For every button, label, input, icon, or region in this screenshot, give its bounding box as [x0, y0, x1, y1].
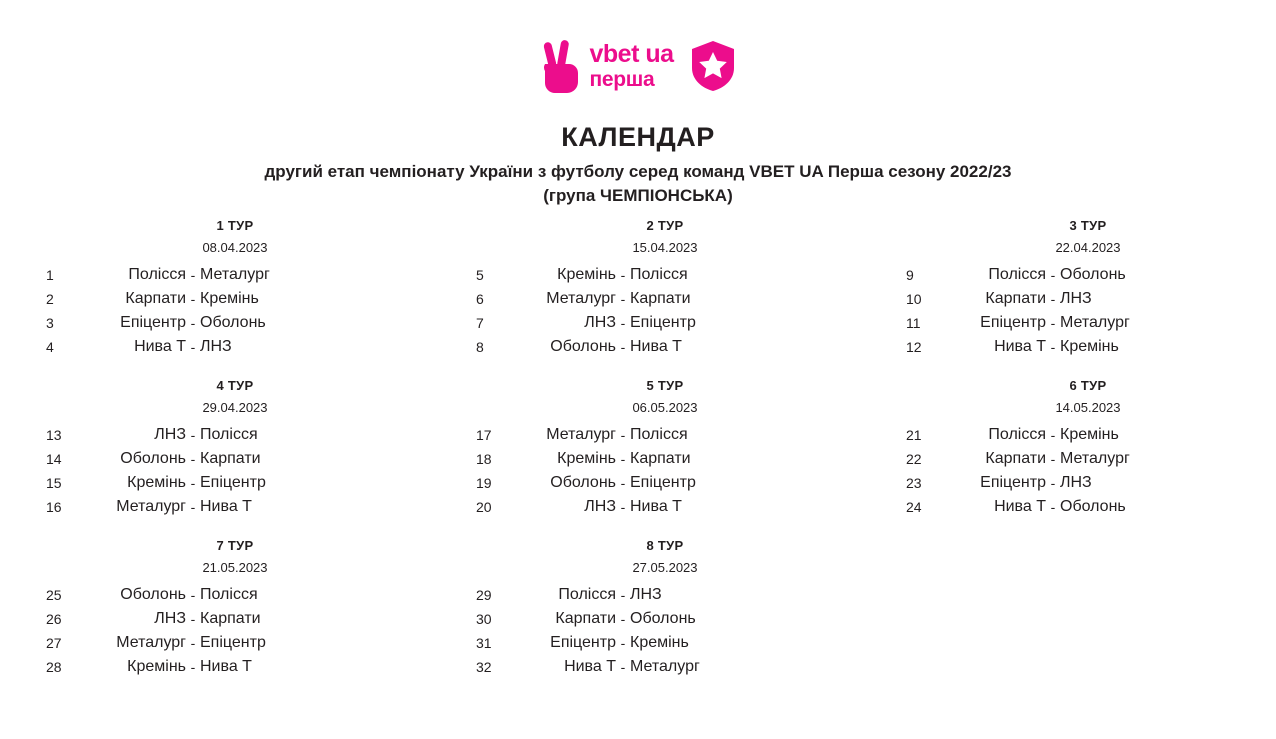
- subtitle-line-2: (група ЧЕМПІОНСЬКА): [543, 186, 733, 206]
- match-row: [430, 447, 860, 471]
- match-row: [860, 447, 1276, 471]
- round-title: 4 ТУР: [216, 378, 254, 393]
- round-date: 21.05.2023: [202, 560, 268, 575]
- match-number: 20: [476, 499, 492, 515]
- match-row: [430, 471, 860, 495]
- home-team: Металург: [546, 290, 616, 307]
- match-number: 19: [476, 475, 492, 491]
- match-number: 28: [46, 659, 62, 675]
- away-team: Карпати: [200, 450, 261, 467]
- home-team: Нива Т: [994, 338, 1046, 355]
- logo-group: [540, 38, 735, 94]
- versus-separator: -: [190, 339, 196, 355]
- home-team: Епіцентр: [550, 634, 616, 651]
- match-list: [0, 423, 430, 519]
- versus-separator: -: [190, 315, 196, 331]
- versus-separator: -: [190, 659, 196, 675]
- versus-separator: -: [190, 587, 196, 603]
- versus-separator: -: [620, 291, 626, 307]
- home-team: Нива Т: [994, 498, 1046, 515]
- shield-badge-icon: [690, 40, 736, 92]
- away-team: ЛНЗ: [200, 338, 232, 355]
- versus-separator: -: [190, 451, 196, 467]
- home-team: ЛНЗ: [584, 498, 616, 515]
- round-date: 29.04.2023: [202, 400, 268, 415]
- home-team: Кремінь: [557, 450, 616, 467]
- away-team: Епіцентр: [200, 634, 266, 651]
- match-row: [0, 471, 430, 495]
- peace-hand-icon: [540, 38, 580, 94]
- away-team: Металург: [200, 266, 270, 283]
- away-team: Нива Т: [630, 498, 682, 515]
- match-number: 24: [906, 499, 922, 515]
- match-number: 12: [906, 339, 922, 355]
- away-team: Епіцентр: [200, 474, 266, 491]
- home-team: Епіцентр: [120, 314, 186, 331]
- round-header: [900, 218, 1276, 255]
- match-row: [0, 287, 430, 311]
- match-number: 11: [906, 315, 921, 331]
- versus-separator: -: [620, 635, 626, 651]
- home-team: Полісся: [558, 586, 616, 603]
- versus-separator: -: [1050, 499, 1056, 515]
- home-team: ЛНЗ: [154, 426, 186, 443]
- match-number: 21: [906, 427, 922, 443]
- home-team: Епіцентр: [980, 474, 1046, 491]
- match-number: 7: [476, 315, 484, 331]
- versus-separator: -: [190, 475, 196, 491]
- home-team: ЛНЗ: [154, 610, 186, 627]
- round-date: 22.04.2023: [1055, 240, 1121, 255]
- match-list: [860, 263, 1276, 359]
- away-team: Кремінь: [630, 634, 689, 651]
- home-team: Нива Т: [564, 658, 616, 675]
- match-row: [430, 423, 860, 447]
- round-date: 14.05.2023: [1055, 400, 1121, 415]
- home-team: ЛНЗ: [584, 314, 616, 331]
- away-team: Оболонь: [200, 314, 266, 331]
- match-row: [860, 495, 1276, 519]
- logo-line-1: vbet ua: [589, 40, 674, 68]
- match-number: 31: [476, 635, 492, 651]
- match-row: [0, 335, 430, 359]
- match-number: 8: [476, 339, 484, 355]
- match-list: [430, 423, 860, 519]
- round-header: [900, 378, 1276, 415]
- away-team: Нива Т: [200, 498, 252, 515]
- versus-separator: -: [620, 451, 626, 467]
- home-team: Полісся: [988, 426, 1046, 443]
- round-header: [470, 538, 860, 575]
- round-header: [40, 538, 430, 575]
- round-date: 06.05.2023: [632, 400, 698, 415]
- match-number: 32: [476, 659, 492, 675]
- match-number: 29: [476, 587, 492, 603]
- round-title: 2 ТУР: [646, 218, 684, 233]
- round-block: [0, 378, 430, 519]
- round-block: [0, 218, 430, 359]
- round-date: 27.05.2023: [632, 560, 698, 575]
- round-date: 15.04.2023: [632, 240, 698, 255]
- match-row: [0, 495, 430, 519]
- away-team: Епіцентр: [630, 314, 696, 331]
- rounds-grid: [0, 218, 1276, 679]
- round-header: [40, 378, 430, 415]
- match-number: 18: [476, 451, 492, 467]
- home-team: Карпати: [985, 450, 1046, 467]
- match-row: [430, 631, 860, 655]
- round-title: 1 ТУР: [216, 218, 254, 233]
- versus-separator: -: [620, 315, 626, 331]
- round-block: [0, 538, 430, 679]
- versus-separator: -: [1050, 291, 1056, 307]
- match-list: [430, 583, 860, 679]
- away-team: Нива Т: [630, 338, 682, 355]
- match-row: [0, 311, 430, 335]
- round-title: 7 ТУР: [216, 538, 254, 553]
- away-team: Металург: [630, 658, 700, 675]
- versus-separator: -: [1050, 475, 1056, 491]
- away-team: Кремінь: [200, 290, 259, 307]
- home-team: Металург: [116, 634, 186, 651]
- match-number: 4: [46, 339, 54, 355]
- match-list: [0, 263, 430, 359]
- match-number: 16: [46, 499, 62, 515]
- away-team: ЛНЗ: [630, 586, 662, 603]
- away-team: ЛНЗ: [1060, 474, 1092, 491]
- match-row: [860, 287, 1276, 311]
- match-number: 26: [46, 611, 62, 627]
- match-row: [0, 447, 430, 471]
- versus-separator: -: [620, 427, 626, 443]
- versus-separator: -: [1050, 339, 1056, 355]
- versus-separator: -: [620, 499, 626, 515]
- versus-separator: -: [190, 611, 196, 627]
- match-list: [430, 263, 860, 359]
- home-team: Металург: [116, 498, 186, 515]
- match-number: 23: [906, 475, 922, 491]
- match-number: 15: [46, 475, 62, 491]
- away-team: Металург: [1060, 450, 1130, 467]
- round-block: [860, 378, 1276, 519]
- round-block: [860, 218, 1276, 359]
- match-number: 1: [46, 267, 54, 283]
- home-team: Оболонь: [120, 450, 186, 467]
- away-team: Оболонь: [630, 610, 696, 627]
- away-team: Епіцентр: [630, 474, 696, 491]
- page-subtitle: [0, 160, 1276, 208]
- away-team: ЛНЗ: [1060, 290, 1092, 307]
- match-number: 3: [46, 315, 54, 331]
- away-team: Кремінь: [1060, 426, 1119, 443]
- versus-separator: -: [190, 267, 196, 283]
- page-title: КАЛЕНДАР: [561, 122, 715, 152]
- logo-line-2: перша: [589, 68, 655, 91]
- home-team: Полісся: [988, 266, 1046, 283]
- round-block: [430, 218, 860, 359]
- round-header: [470, 218, 860, 255]
- home-team: Кремінь: [127, 658, 186, 675]
- match-number: 25: [46, 587, 62, 603]
- logo-wordmark: [589, 42, 673, 90]
- match-row: [860, 471, 1276, 495]
- match-row: [430, 287, 860, 311]
- versus-separator: -: [190, 427, 196, 443]
- match-number: 17: [476, 427, 492, 443]
- versus-separator: -: [190, 291, 196, 307]
- away-team: Кремінь: [1060, 338, 1119, 355]
- match-row: [860, 423, 1276, 447]
- match-row: [430, 335, 860, 359]
- away-team: Оболонь: [1060, 498, 1126, 515]
- round-title: 3 ТУР: [1069, 218, 1107, 233]
- subtitle-line-1: другий етап чемпіонату України з футболу серед команд VBET UA Перша сезону 2022/23: [264, 162, 1012, 181]
- home-team: Карпати: [985, 290, 1046, 307]
- match-number: 13: [46, 427, 62, 443]
- match-row: [860, 263, 1276, 287]
- match-row: [430, 311, 860, 335]
- home-team: Кремінь: [127, 474, 186, 491]
- versus-separator: -: [620, 339, 626, 355]
- match-row: [0, 655, 430, 679]
- round-title: 6 ТУР: [1069, 378, 1107, 393]
- versus-separator: -: [620, 659, 626, 675]
- away-team: Карпати: [200, 610, 261, 627]
- home-team: Оболонь: [550, 474, 616, 491]
- versus-separator: -: [620, 587, 626, 603]
- home-team: Оболонь: [550, 338, 616, 355]
- away-team: Металург: [1060, 314, 1130, 331]
- versus-separator: -: [620, 475, 626, 491]
- away-team: Карпати: [630, 450, 691, 467]
- home-team: Карпати: [125, 290, 186, 307]
- home-team: Нива Т: [134, 338, 186, 355]
- round-title: 5 ТУР: [646, 378, 684, 393]
- match-row: [430, 495, 860, 519]
- match-number: 10: [906, 291, 922, 307]
- versus-separator: -: [1050, 267, 1056, 283]
- match-row: [0, 423, 430, 447]
- home-team: Металург: [546, 426, 616, 443]
- round-header: [470, 378, 860, 415]
- away-team: Карпати: [630, 290, 691, 307]
- match-number: 22: [906, 451, 922, 467]
- versus-separator: -: [620, 611, 626, 627]
- match-row: [0, 607, 430, 631]
- match-row: [860, 335, 1276, 359]
- versus-separator: -: [1050, 451, 1056, 467]
- home-team: Полісся: [128, 266, 186, 283]
- match-number: 2: [46, 291, 54, 307]
- home-team: Епіцентр: [980, 314, 1046, 331]
- match-row: [430, 655, 860, 679]
- match-number: 9: [906, 267, 914, 283]
- match-number: 14: [46, 451, 62, 467]
- away-team: Полісся: [630, 426, 688, 443]
- round-header: [40, 218, 430, 255]
- league-logo: [0, 38, 1276, 94]
- match-row: [0, 263, 430, 287]
- match-row: [430, 583, 860, 607]
- match-number: 27: [46, 635, 62, 651]
- match-number: 30: [476, 611, 492, 627]
- home-team: Карпати: [555, 610, 616, 627]
- away-team: Оболонь: [1060, 266, 1126, 283]
- match-row: [860, 311, 1276, 335]
- away-team: Полісся: [630, 266, 688, 283]
- match-row: [430, 263, 860, 287]
- versus-separator: -: [620, 267, 626, 283]
- round-block: [430, 538, 860, 679]
- match-number: 5: [476, 267, 484, 283]
- versus-separator: -: [1050, 315, 1056, 331]
- match-row: [0, 583, 430, 607]
- match-list: [860, 423, 1276, 519]
- round-date: 08.04.2023: [202, 240, 268, 255]
- home-team: Оболонь: [120, 586, 186, 603]
- match-number: 6: [476, 291, 484, 307]
- away-team: Нива Т: [200, 658, 252, 675]
- home-team: Кремінь: [557, 266, 616, 283]
- versus-separator: -: [1050, 427, 1056, 443]
- versus-separator: -: [190, 499, 196, 515]
- round-block: [430, 378, 860, 519]
- versus-separator: -: [190, 635, 196, 651]
- match-list: [0, 583, 430, 679]
- match-row: [0, 631, 430, 655]
- away-team: Полісся: [200, 586, 258, 603]
- round-title: 8 ТУР: [646, 538, 684, 553]
- match-row: [430, 607, 860, 631]
- away-team: Полісся: [200, 426, 258, 443]
